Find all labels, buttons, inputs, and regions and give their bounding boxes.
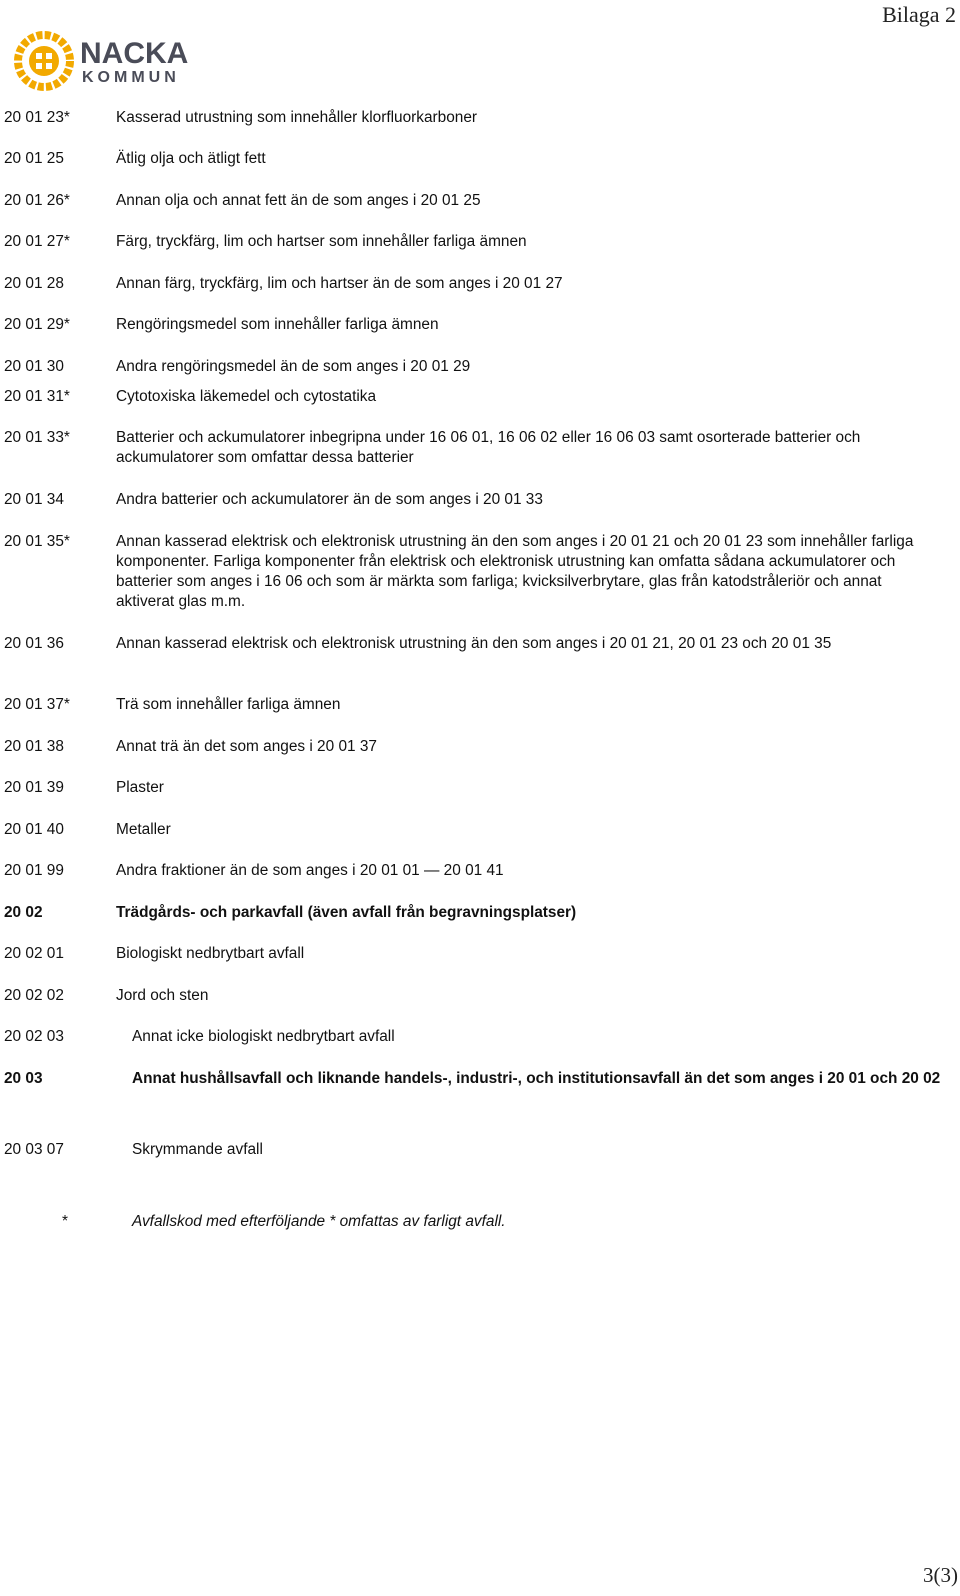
waste-code: 20 03 07: [4, 1141, 64, 1158]
waste-code: 20 01 31*: [4, 388, 70, 405]
waste-description: Jord och sten: [116, 987, 209, 1004]
logo-name: NACKA: [80, 37, 189, 70]
waste-code: 20 03: [4, 1070, 43, 1087]
waste-code: 20 01 33*: [4, 429, 70, 446]
waste-code: 20 01 28: [4, 275, 64, 292]
waste-code: 20 01 99: [4, 862, 64, 879]
waste-description: Plaster: [116, 779, 164, 796]
waste-code: 20 01 39: [4, 779, 64, 796]
logo-emblem-icon: [13, 30, 208, 94]
waste-description: Ätlig olja och ätligt fett: [116, 150, 266, 167]
waste-description: Batterier och ackumulatorer inbegripna under 16 06 01, 16 06 02 eller 16 06 03 samt osorterade batterier och ackumulatorer som omfattar dessa batterier: [116, 429, 861, 466]
page-number: 3(3): [923, 1563, 958, 1587]
waste-code: 20 01 25: [4, 150, 64, 167]
waste-code: 20 01 30: [4, 358, 64, 375]
waste-code: 20 01 40: [4, 821, 64, 838]
waste-code: 20 01 38: [4, 738, 64, 755]
waste-description: Andra fraktioner än de som anges i 20 01 01 — 20 01 41: [116, 862, 504, 879]
waste-description: Cytotoxiska läkemedel och cytostatika: [116, 388, 377, 405]
waste-code: 20 02 01: [4, 945, 64, 962]
waste-description: Kasserad utrustning som innehåller klorfluorkarboner: [116, 109, 478, 126]
waste-description: Metaller: [116, 821, 171, 838]
waste-description: Biologiskt nedbrytbart avfall: [116, 945, 305, 962]
waste-code: 20 01 36: [4, 635, 64, 652]
waste-description: Annan kasserad elektrisk och elektronisk utrustning än den som anges i 20 01 21 och 20 01 23 som innehåller farliga komponenter. Farliga komponenter från elektrisk och elektronisk utrustning kan omfatta sådana ackumulatorer och batterier som anges i 16 06 och som är märkta som farliga; kvicksilverbrytare, glas från katodstråleriör och annat aktiverat glas m.m.: [116, 533, 914, 610]
nacka-kommun-logo: [13, 30, 208, 94]
footnote-text: Avfallskod med efterföljande * omfattas av farligt avfall.: [132, 1213, 506, 1230]
waste-description: Trädgårds- och parkavfall (även avfall från begravningsplatser): [116, 904, 577, 921]
waste-description: Rengöringsmedel som innehåller farliga ämnen: [116, 316, 439, 333]
logo-subname: KOMMUN: [82, 69, 180, 86]
waste-description: Färg, tryckfärg, lim och hartser som innehåller farliga ämnen: [116, 233, 527, 250]
waste-code: 20 02 02: [4, 987, 64, 1004]
document-label: Bilaga 2: [882, 2, 956, 27]
waste-code: 20 02: [4, 904, 43, 921]
waste-code: 20 01 23*: [4, 109, 70, 126]
waste-code: 20 01 37*: [4, 696, 70, 713]
waste-code: 20 01 26*: [4, 192, 70, 209]
waste-description: Andra rengöringsmedel än de som anges i 20 01 29: [116, 358, 471, 375]
waste-description: Annan olja och annat fett än de som anges i 20 01 25: [116, 192, 481, 209]
waste-description: Annan kasserad elektrisk och elektronisk utrustning än den som anges i 20 01 21, 20 01 23 och 20 01 35: [116, 635, 832, 652]
waste-code: 20 01 27*: [4, 233, 70, 250]
waste-description: Annat hushållsavfall och liknande handels-, industri-, och institutionsavfall än det som anges i 20 01 och 20 02: [132, 1070, 941, 1087]
waste-description: Annan färg, tryckfärg, lim och hartser än de som anges i 20 01 27: [116, 275, 563, 292]
waste-description: Trä som innehåller farliga ämnen: [116, 696, 341, 713]
waste-description: Skrymmande avfall: [132, 1141, 263, 1158]
waste-code: 20 01 34: [4, 491, 64, 508]
waste-description: Annat icke biologiskt nedbrytbart avfall: [132, 1028, 395, 1045]
waste-code: 20 02 03: [4, 1028, 64, 1045]
waste-code: 20 01 35*: [4, 533, 70, 550]
waste-code: 20 01 29*: [4, 316, 70, 333]
waste-description: Andra batterier och ackumulatorer än de som anges i 20 01 33: [116, 491, 543, 508]
waste-description: Annat trä än det som anges i 20 01 37: [116, 738, 377, 755]
footnote-marker: *: [62, 1213, 68, 1230]
